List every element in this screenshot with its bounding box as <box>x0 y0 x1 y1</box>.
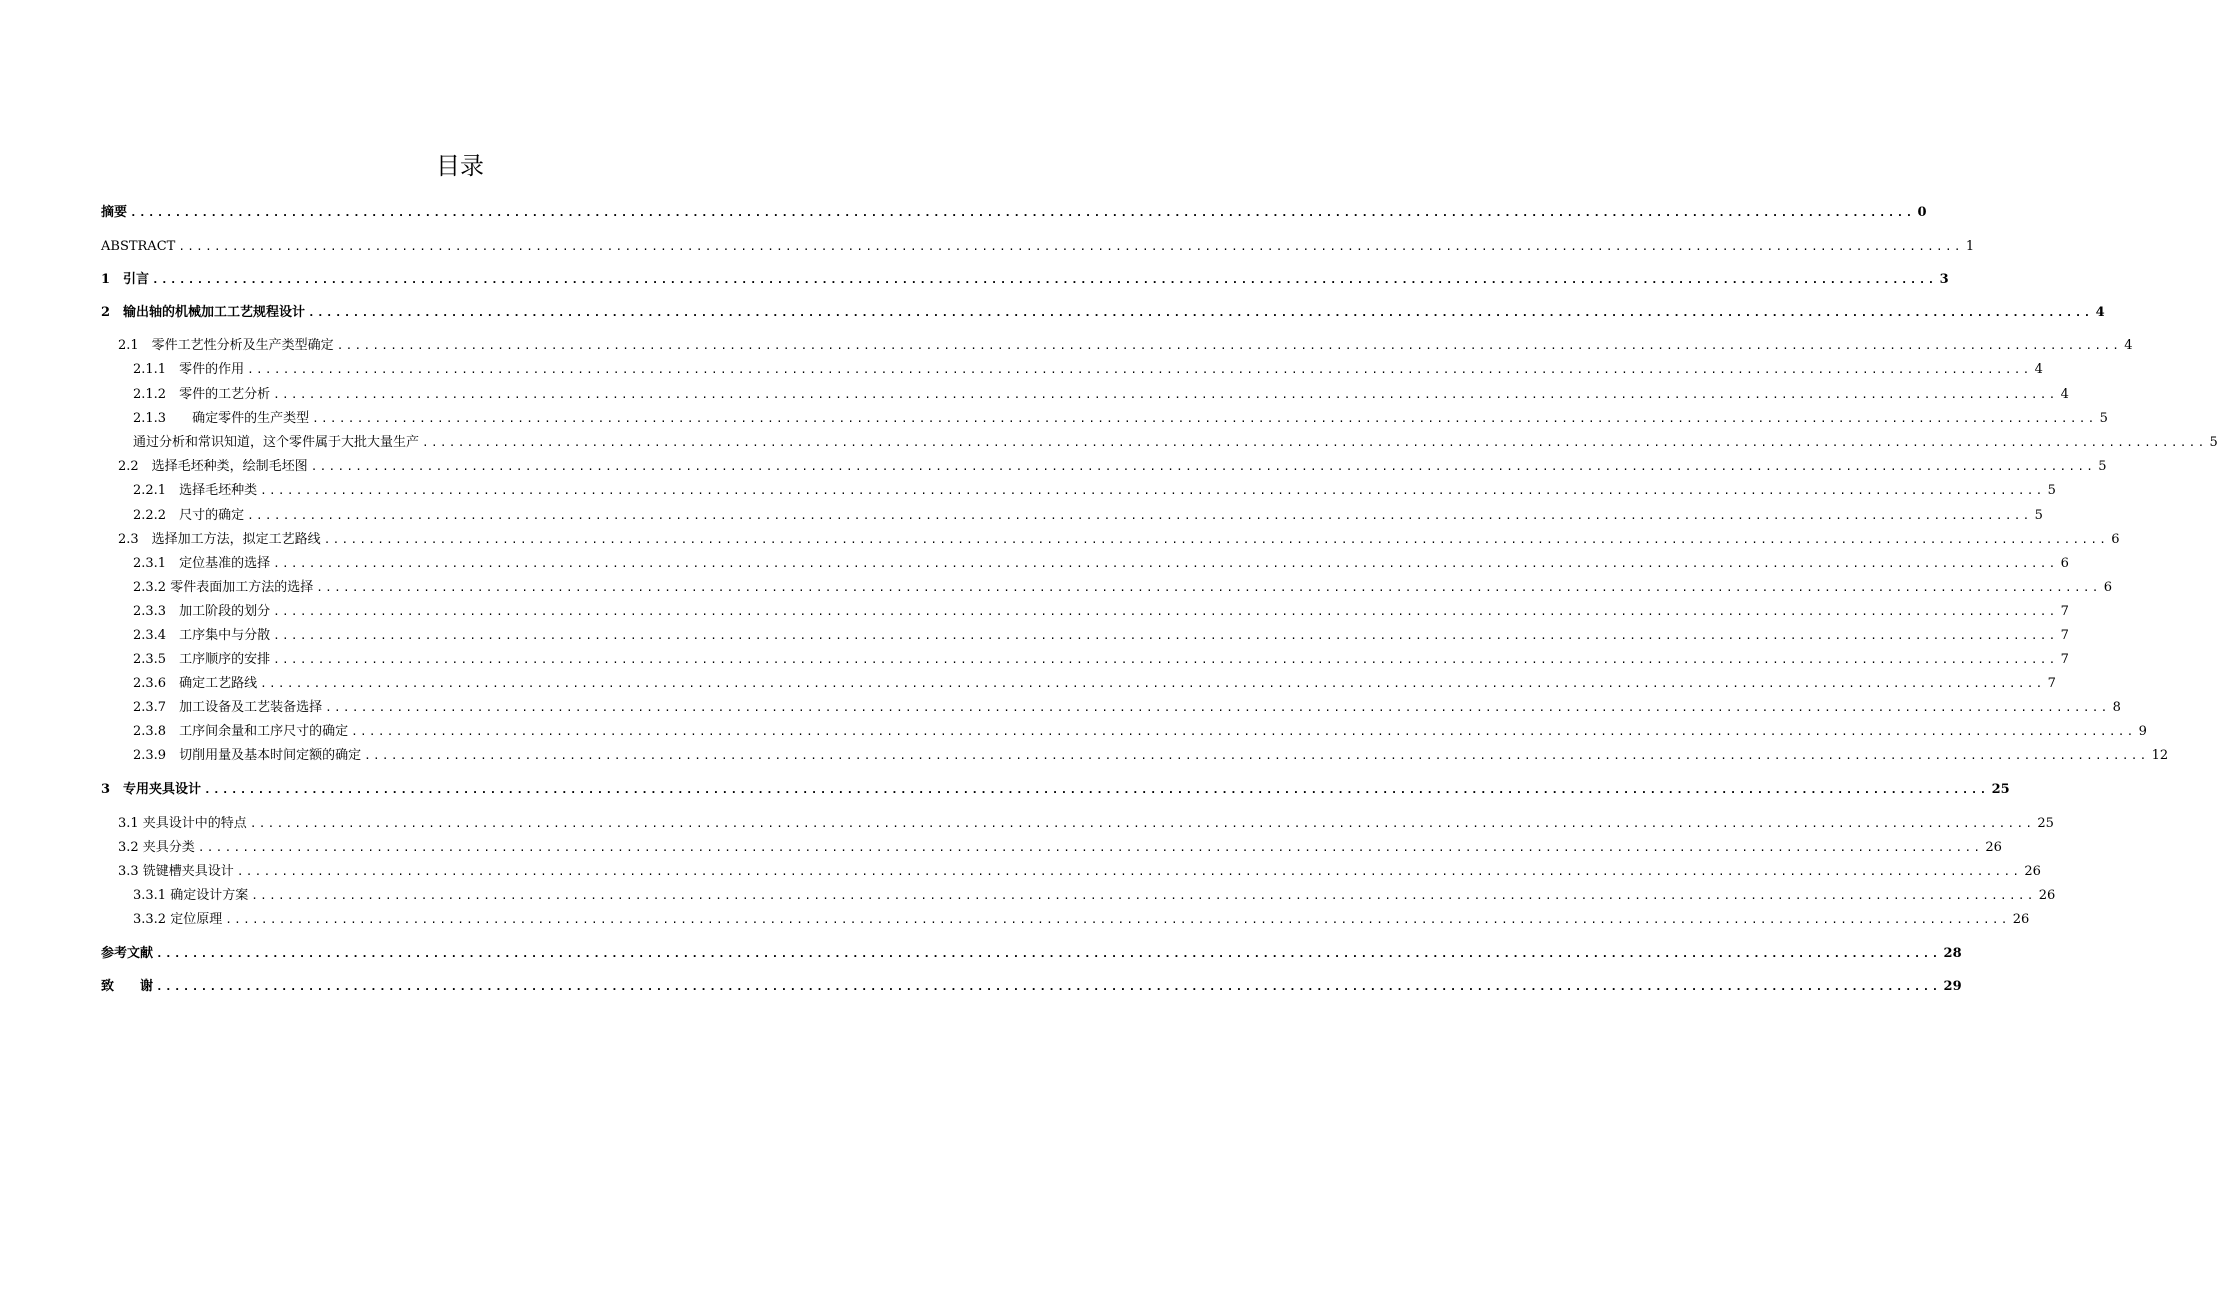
toc-dot-leader: ........................................................................................................................................................................................................ <box>336 339 2122 352</box>
toc-dot-leader: ........................................................................................................................................................................................................ <box>422 436 2207 449</box>
toc-dot-leader: ........................................................................................................................................................................................................ <box>156 980 1941 993</box>
toc-entry-label: 2.3.2 零件表面加工方法的选择 <box>133 580 314 595</box>
toc-entry-page-number: 9 <box>2138 724 2147 739</box>
toc-entry-label: 3.1 夹具设计中的特点 <box>118 816 247 831</box>
toc-entry-label: 2.3.6 确定工艺路线 <box>133 676 258 691</box>
toc-dot-leader: ........................................................................................................................................................................................................ <box>130 206 1915 219</box>
toc-entry-label: 2.3.9 切削用量及基本时间定额的确定 <box>133 748 362 763</box>
toc-entry[interactable] <box>133 674 2056 694</box>
toc-entry[interactable] <box>133 385 2069 405</box>
toc-entry-page-number: 29 <box>1943 979 1962 994</box>
toc-dot-leader: ........................................................................................................................................................................................................ <box>260 484 2045 497</box>
toc-dot-leader: ........................................................................................................................................................................................................ <box>310 460 2096 473</box>
toc-entry-page-number: 12 <box>2151 748 2169 763</box>
toc-entry-page-number: 6 <box>2111 532 2120 547</box>
toc-entry[interactable] <box>118 457 2107 477</box>
toc-entry-page-number: 5 <box>2209 435 2218 450</box>
toc-entry-page-number: 26 <box>2038 888 2056 903</box>
toc-dot-leader: ........................................................................................................................................................................................................ <box>260 677 2045 690</box>
toc-entry[interactable] <box>133 506 2043 526</box>
toc-dot-leader: ........................................................................................................................................................................................................ <box>273 629 2058 642</box>
toc-entry-page-number: 6 <box>2060 556 2069 571</box>
toc-entry-label: 2 输出轴的机械加工工艺规程设计 <box>101 305 306 320</box>
toc-entry-page-number: 5 <box>2099 411 2108 426</box>
toc-entry-page-number: 7 <box>2060 604 2069 619</box>
toc-dot-leader: ........................................................................................................................................................................................................ <box>312 412 2097 425</box>
toc-entry-page-number: 6 <box>2103 580 2113 595</box>
toc-dot-leader: ........................................................................................................................................................................................................ <box>364 749 2149 762</box>
toc-entry-page-number: 7 <box>2047 676 2056 691</box>
toc-entry-label: 2.2.2 尺寸的确定 <box>133 508 245 523</box>
toc-entry-page-number: 3 <box>1939 272 1949 287</box>
toc-entry-page-number: 5 <box>2047 483 2056 498</box>
toc-entry[interactable] <box>133 578 2113 598</box>
toc-entry-page-number: 4 <box>2095 305 2105 320</box>
toc-entry[interactable] <box>101 203 1927 223</box>
toc-dot-leader: ........................................................................................................................................................................................................ <box>273 557 2058 570</box>
toc-entry-page-number: 4 <box>2060 387 2069 402</box>
toc-entry-label: 2.3.3 加工阶段的划分 <box>133 604 271 619</box>
toc-entry-label: ABSTRACT <box>101 239 176 254</box>
toc-dot-leader: ........................................................................................................................................................................................................ <box>152 273 1937 286</box>
toc-entry-label: 3.3.1 确定设计方案 <box>133 888 249 903</box>
toc-entry-page-number: 25 <box>1991 782 2010 797</box>
toc-entry-label: 3 专用夹具设计 <box>101 782 202 797</box>
toc-entry-page-number: 5 <box>2034 508 2043 523</box>
toc-entry-label: 3.3.2 定位原理 <box>133 912 223 927</box>
toc-entry[interactable] <box>101 270 1949 290</box>
toc-entry-label: 2.3.5 工序顺序的安排 <box>133 652 271 667</box>
toc-dot-leader: ........................................................................................................................................................................................................ <box>204 783 1989 796</box>
toc-entry[interactable] <box>118 530 2120 550</box>
toc-entry-page-number: 7 <box>2060 652 2069 667</box>
toc-entry[interactable] <box>133 409 2108 429</box>
toc-entry-label: 致 谢 <box>101 979 154 994</box>
toc-entry[interactable] <box>133 433 2218 453</box>
toc-entry[interactable] <box>133 650 2069 670</box>
toc-entry-label: 3.2 夹具分类 <box>118 840 195 855</box>
toc-dot-leader: ........................................................................................................................................................................................................ <box>236 865 2022 878</box>
toc-entry-page-number: 4 <box>2034 362 2043 377</box>
toc-entry-label: 2.1.3 确定零件的生产类型 <box>133 411 310 426</box>
toc-entry-page-number: 7 <box>2060 628 2069 643</box>
toc-entry[interactable] <box>118 862 2041 882</box>
toc-entry[interactable] <box>101 237 1975 257</box>
toc-dot-leader: ........................................................................................................................................................................................................ <box>325 701 2110 714</box>
toc-entry-page-number: 26 <box>2024 864 2041 879</box>
page-title: 目录 <box>436 152 484 180</box>
toc-entry[interactable] <box>133 886 2056 906</box>
toc-entry-label: 摘要 <box>101 205 128 220</box>
toc-entry[interactable] <box>133 481 2056 501</box>
toc-dot-leader: ........................................................................................................................................................................................................ <box>273 605 2058 618</box>
toc-entry[interactable] <box>133 698 2121 718</box>
toc-entry-label: 通过分析和常识知道，这个零件属于大批大量生产 <box>133 435 420 450</box>
toc-entry-label: 2.3.8 工序间余量和工序尺寸的确定 <box>133 724 349 739</box>
toc-entry-label: 2.2.1 选择毛坯种类 <box>133 483 258 498</box>
toc-entry[interactable] <box>101 944 1962 964</box>
toc-entry[interactable] <box>133 910 2030 930</box>
toc-dot-leader: ........................................................................................................................................................................................................ <box>308 306 2093 319</box>
toc-entry-page-number: 28 <box>1943 946 1962 961</box>
toc-dot-leader: ........................................................................................................................................................................................................ <box>273 388 2058 401</box>
toc-dot-leader: ........................................................................................................................................................................................................ <box>273 653 2058 666</box>
toc-dot-leader: ........................................................................................................................................................................................................ <box>351 725 2136 738</box>
toc-entry-page-number: 26 <box>2012 912 2030 927</box>
toc-entry-page-number: 8 <box>2112 700 2121 715</box>
toc-dot-leader: ........................................................................................................................................................................................................ <box>178 240 1963 253</box>
toc-dot-leader: ........................................................................................................................................................................................................ <box>156 947 1941 960</box>
toc-entry-label: 2.3.1 定位基准的选择 <box>133 556 271 571</box>
toc-entry-label: 2.1 零件工艺性分析及生产类型确定 <box>118 338 334 353</box>
toc-entry[interactable] <box>118 838 2002 858</box>
toc-entry-label: 2.3.4 工序集中与分散 <box>133 628 271 643</box>
toc-entry-label: 2.1.2 零件的工艺分析 <box>133 387 271 402</box>
toc-entry-page-number: 1 <box>1965 239 1975 254</box>
toc-entry-page-number: 25 <box>2037 816 2054 831</box>
toc-entry[interactable] <box>118 336 2133 356</box>
toc-dot-leader: ........................................................................................................................................................................................................ <box>225 913 2010 926</box>
toc-entry[interactable] <box>101 977 1962 997</box>
toc-entry-label: 2.2 选择毛坯种类，绘制毛坯图 <box>118 459 308 474</box>
toc-entry[interactable] <box>133 602 2069 622</box>
toc-entry-label: 2.1.1 零件的作用 <box>133 362 245 377</box>
toc-entry-label: 2.3.7 加工设备及工艺装备选择 <box>133 700 323 715</box>
toc-dot-leader: ........................................................................................................................................................................................................ <box>197 841 1983 854</box>
toc-entry-label: 2.3 选择加工方法，拟定工艺路线 <box>118 532 321 547</box>
toc-dot-leader: ........................................................................................................................................................................................................ <box>247 363 2032 376</box>
toc-entry[interactable] <box>133 722 2147 742</box>
toc-dot-leader: ........................................................................................................................................................................................................ <box>247 509 2032 522</box>
toc-entry-page-number: 4 <box>2124 338 2133 353</box>
toc-dot-leader: ........................................................................................................................................................................................................ <box>251 889 2036 902</box>
toc-entry-page-number: 5 <box>2098 459 2107 474</box>
toc-dot-leader: ........................................................................................................................................................................................................ <box>323 533 2109 546</box>
toc-entry[interactable] <box>133 360 2043 380</box>
toc-entry[interactable] <box>133 626 2069 646</box>
toc-entry-label: 1 引言 <box>101 272 150 287</box>
toc-entry[interactable] <box>101 303 2105 323</box>
toc-entry[interactable] <box>133 746 2169 766</box>
toc-entry[interactable] <box>118 814 2054 834</box>
toc-entry-label: 参考文献 <box>101 946 154 961</box>
toc-entry-page-number: 26 <box>1985 840 2002 855</box>
toc-entry[interactable] <box>133 554 2069 574</box>
toc-entry-page-number: 0 <box>1917 205 1927 220</box>
toc-entry-label: 3.3 铣键槽夹具设计 <box>118 864 234 879</box>
toc-dot-leader: ........................................................................................................................................................................................................ <box>249 817 2035 830</box>
toc-dot-leader: ........................................................................................................................................................................................................ <box>316 581 2101 594</box>
toc-entry[interactable] <box>101 780 2010 800</box>
